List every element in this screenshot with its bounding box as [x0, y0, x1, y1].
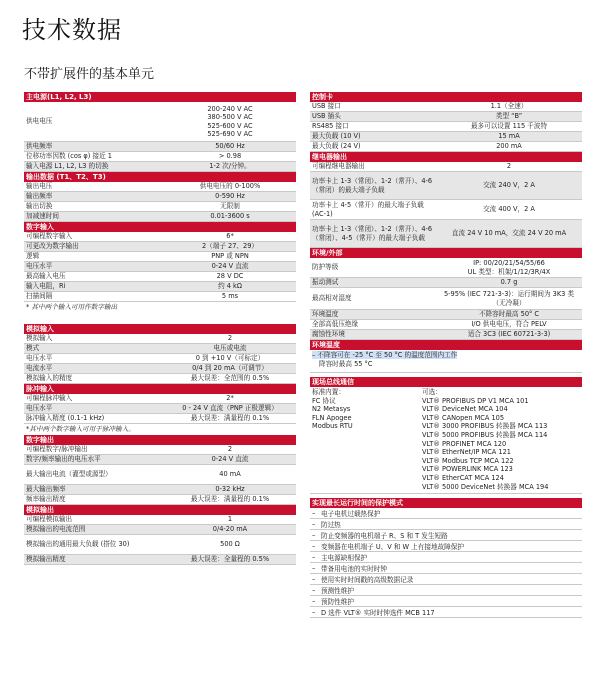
row-value: > 0.98 [218, 152, 242, 161]
row-value: 28 V DC [216, 272, 244, 281]
table-row [310, 288, 582, 310]
row-value: 2 [227, 445, 233, 454]
row-label: 输入电源 L1, L2, L3 的切换 [26, 162, 109, 171]
list-item: VLT® DeviceNet MCA 104 [422, 405, 508, 414]
table-row [24, 374, 296, 384]
row-label: 电压水平 [26, 262, 53, 271]
section-header-analog-output: 模拟输出 [24, 505, 296, 515]
right-column [310, 92, 582, 618]
fieldbus-optional-list [422, 388, 582, 491]
row-label: 供电电压 [26, 117, 53, 126]
ambient-line: 降容时最高 55 °C [319, 360, 373, 368]
table-row [310, 142, 582, 152]
list-item: VLT® CANopen MCA 105 [422, 413, 505, 422]
list-item-text: 主电源缺相保护 [321, 554, 368, 563]
row-label: 振动测试 [312, 278, 339, 287]
dash-glyph: – [312, 597, 316, 606]
footnote: *其中两个数字输入可用于脉冲输入。 [26, 425, 135, 433]
row-value: 1 [227, 515, 233, 524]
section-header-protection: 实现最长运行时间的保护模式 [310, 498, 582, 508]
row-value: 最大误差：满量程的 0.1% [190, 414, 270, 423]
table-row [24, 364, 296, 374]
row-value: 最大误差：满量程的 0.1% [190, 495, 270, 504]
row-label: 输出频率 [26, 192, 53, 201]
row-value: 0/4 到 20 mA（可调节） [192, 364, 268, 373]
list-item: VLT® EtherNet/IP MCA 121 [422, 448, 511, 457]
row-label: 最高相对湿度 [312, 294, 352, 303]
list-item-text: 带备用电池的实时时钟 [321, 565, 387, 574]
table-row [310, 330, 582, 340]
row-value: 交流 400 V，2 A [483, 205, 535, 214]
section-header-ambient-temperature: 环境温度 [310, 340, 582, 350]
table-row [24, 465, 296, 485]
table-row [24, 252, 296, 262]
dash-glyph: – [312, 531, 316, 540]
table-row [24, 282, 296, 292]
row-value: 无限制 [220, 202, 240, 211]
page-subtitle: 不带扩展件的基本单元 [24, 67, 155, 82]
table-row [310, 258, 582, 278]
row-label: 环境温度 [312, 310, 339, 319]
list-item-text: 预防性维护 [321, 598, 354, 607]
table-row [24, 162, 296, 172]
list-item: VLT® 5000 PROFIBUS 转换器 MCA 114 [422, 430, 548, 439]
section-header-environment: 环境/外部 [310, 248, 582, 258]
list-item [310, 552, 582, 563]
ambient-line-highlighted: – 不降容可在 -25 °C 至 50 °C 的温度范围内工作 [312, 351, 458, 359]
row-label: 可更改为数字输出 [26, 242, 79, 251]
row-value: 最大误差：全范围的 0.5% [190, 374, 270, 383]
table-row [24, 354, 296, 364]
dash-glyph: – [312, 575, 316, 584]
row-label: 加减速时间 [26, 212, 59, 221]
list-item: N2 Metasys [312, 405, 351, 414]
row-value: 0-590 Hz [215, 192, 245, 201]
row-label: 频率输出精度 [26, 495, 66, 504]
row-value: 200-240 V AC 380-500 V AC 525-600 V AC 525-690 V AC [207, 104, 253, 138]
list-item-text: D 选件 VLT® 实时时钟选件 MCB 117 [321, 609, 435, 618]
row-label: 电压水平 [26, 404, 53, 413]
list-item: Modbus RTU [312, 422, 353, 431]
list-item: 可选： [422, 388, 442, 396]
table-row [24, 394, 296, 404]
row-label: 模式 [26, 344, 40, 353]
row-label: 扫描间隔 [26, 292, 53, 301]
table-row [24, 212, 296, 222]
table-row [24, 202, 296, 212]
table-row [310, 320, 582, 330]
row-value: 最大误差：全量程的 0.5% [190, 555, 270, 564]
row-label: 数字/频率输出的电压水平 [26, 455, 101, 464]
row-label: 防护等级 [312, 263, 339, 272]
list-item-text: 变频器在电机端子 U、V 和 W 上有接地故障保护 [321, 543, 464, 552]
table-row [24, 142, 296, 152]
section-header-digital-outputs: 数字输出 [24, 435, 296, 445]
row-label: 输入电阻，Ri [26, 282, 66, 291]
row-value: 最多可以设置 115 千波特 [470, 122, 548, 131]
list-item-text: 防止变频器的电机端子 R、S 和 T 发生短路 [321, 532, 448, 541]
row-value: 2（端子 27、29） [201, 242, 259, 251]
list-item: 标准内置： [312, 388, 345, 396]
row-value: 类型 “B” [495, 112, 523, 121]
left-column [24, 92, 296, 565]
row-value: 1-2 次/分钟。 [209, 162, 251, 171]
row-value: 5-95% (IEC 721-3-3)：运行期间为 3K3 类（无冷凝） [443, 290, 575, 307]
table-row [24, 242, 296, 252]
row-label: 模拟输出精度 [26, 555, 66, 564]
table-row [24, 495, 296, 505]
row-value: 0-24 V 直流 [211, 455, 249, 464]
row-value: 不降容时最高 50° C [478, 310, 540, 319]
dash-glyph: – [312, 586, 316, 595]
row-label: USB 接口 [312, 102, 341, 111]
row-label: 逻辑 [26, 252, 40, 261]
table-row [310, 278, 582, 288]
row-value: 6* [226, 232, 234, 241]
list-item: VLT® Modbus TCP MCA 122 [422, 456, 514, 465]
row-label: 脉冲输入精度 (0.1-1 kHz) [26, 414, 105, 423]
row-value: 5 ms [221, 292, 239, 301]
row-label: 最大负载 (24 V) [312, 142, 361, 151]
list-item-text: 预测性维护 [321, 587, 354, 596]
section-header-control-card: 控制卡 [310, 92, 582, 102]
section-header-relay-outputs: 继电器输出 [310, 152, 582, 162]
row-label: 输出切换 [26, 202, 53, 211]
section-header-analog-inputs: 模拟输入 [24, 324, 296, 334]
table-row [24, 515, 296, 525]
row-value: 2 [506, 162, 512, 171]
row-value: PNP 或 NPN [211, 252, 249, 261]
section-header-output-data: 输出数据 (T1、T2、T3) [24, 172, 296, 182]
list-item [310, 530, 582, 541]
row-value: IP: 00/20/21/54/55/66 UL 类型：机架/1/12/3R/4X [467, 259, 551, 276]
row-label: 最大负载 (10 V) [312, 132, 361, 141]
table-row [310, 310, 582, 320]
row-value: 0.01-3600 s [210, 212, 250, 221]
table-row [24, 404, 296, 414]
row-value: 供电电压的 0-100% [199, 182, 261, 191]
list-item: VLT® 3000 PROFIBUS 转换器 MCA 113 [422, 422, 548, 431]
row-label: 模拟输出的通用最大负载 (搭位 30) [26, 540, 130, 549]
list-item [310, 596, 582, 607]
table-row [24, 485, 296, 495]
list-item [310, 519, 582, 530]
row-value: 0.7 g [500, 278, 518, 287]
table-row [310, 102, 582, 112]
row-value: 500 Ω [220, 540, 240, 549]
list-item [310, 607, 582, 618]
row-value: 0 - 24 V 直流（PNP 正极逻辑） [182, 404, 278, 413]
table-row [24, 455, 296, 465]
table-row [24, 525, 296, 535]
row-label: 模拟输出的电流范围 [26, 525, 86, 534]
row-label: 模拟输入 [26, 334, 53, 343]
row-label: USB 插头 [312, 112, 341, 121]
table-row [24, 272, 296, 282]
row-value: 直流 24 V 10 mA，交流 24 V 20 mA [451, 229, 567, 238]
table-row [24, 152, 296, 162]
row-label: 功率卡上 4-5（常开）的最大端子负载 (AC-1) [312, 201, 424, 218]
list-item: FC 协议 [312, 396, 336, 405]
section-header-fieldbus: 现场总线通信 [310, 377, 582, 387]
table-row [310, 220, 582, 248]
row-label: 腐蚀性环境 [312, 330, 345, 339]
page-title: 技术数据 [22, 16, 122, 44]
table-row [24, 292, 296, 302]
row-label: 功率卡上 1-3（常闭）、1-2（常开）、4-6（常闭）的最大端子负载 [312, 177, 433, 194]
row-label: 功率卡上 1-3（常闭）、1-2（常开）、4-6（常闭）、4-5（常开）的最大端子负载 [312, 225, 433, 242]
row-value: 40 mA [219, 470, 241, 479]
row-label: 可编程脉冲输入 [26, 394, 73, 403]
row-label: 最高输入电压 [26, 272, 66, 281]
dash-glyph: – [312, 509, 316, 518]
table-row [24, 445, 296, 455]
row-label: 电流水平 [26, 364, 53, 373]
row-value: 2* [226, 394, 234, 403]
row-label: 输出电压 [26, 182, 53, 191]
row-value: 适合 3C3 (IEC 60721-3-3) [467, 330, 551, 339]
row-value: 电压或电流 [213, 344, 247, 353]
list-item: VLT® POWERLINK MCA 123 [422, 465, 513, 474]
row-label: 可编程数字/脉冲输出 [26, 445, 88, 454]
table-row [24, 262, 296, 272]
list-item [310, 541, 582, 552]
dash-glyph: – [312, 542, 316, 551]
list-item [310, 585, 582, 596]
table-row [24, 535, 296, 555]
list-item-text: 使用实时时间戳的高级数据记录 [321, 576, 414, 585]
table-row [310, 172, 582, 200]
table-row [310, 112, 582, 122]
row-value: 约 4 kΩ [218, 282, 242, 291]
table-row [24, 414, 296, 424]
dash-glyph: – [312, 608, 316, 617]
ambient-line [312, 351, 582, 360]
list-item: VLT® 5000 DeviceNet 转换器 MCA 194 [422, 482, 549, 491]
list-item-text: 电子电机过载热保护 [321, 510, 381, 519]
fieldbus-table [310, 387, 582, 494]
table-row [310, 122, 582, 132]
row-label: 最大输出电流（灌型或源型） [26, 470, 112, 479]
dash-glyph: – [312, 564, 316, 573]
row-label: RS485 接口 [312, 122, 349, 131]
row-value: 15 mA [498, 132, 520, 141]
table-row [24, 182, 296, 192]
row-label: 可编程数字输入 [26, 232, 73, 241]
row-value: 0 到 +10 V（可标定） [195, 354, 265, 363]
list-item [310, 563, 582, 574]
row-label: 位移功率因数 (cos φ) 接近 1 [26, 152, 112, 161]
list-item [310, 574, 582, 585]
list-item: FLN Apogee [312, 413, 352, 422]
row-value: 2 [227, 334, 233, 343]
row-label: 可编程继电器输出 [312, 162, 365, 171]
row-value: 0-24 V 直流 [211, 262, 249, 271]
dash-glyph: – [312, 553, 316, 562]
row-label: 最大输出频率 [26, 485, 66, 494]
table-row [24, 334, 296, 344]
table-row [310, 200, 582, 220]
row-label: 电压水平 [26, 354, 53, 363]
dash-glyph: – [312, 520, 316, 529]
list-item-text: 防过热 [321, 521, 341, 530]
row-label: 供电频率 [26, 142, 53, 151]
list-item [310, 508, 582, 519]
footnote: * 其中两个输入可用作数字输出 [26, 303, 118, 311]
table-row [310, 132, 582, 142]
ambient-temperature-text [310, 350, 582, 373]
section-header-main-supply: 主电源(L1, L2, L3) [24, 92, 296, 102]
list-item: VLT® EtherCAT MCA 124 [422, 473, 504, 482]
table-row [24, 555, 296, 565]
fieldbus-standard-list [310, 388, 422, 491]
row-label: 全部高低压绝缘 [312, 320, 359, 329]
table-row [310, 162, 582, 172]
table-row [24, 344, 296, 354]
table-row [24, 192, 296, 202]
section-header-pulse-inputs: 脉冲输入 [24, 384, 296, 394]
row-value: 交流 240 V，2 A [483, 181, 535, 190]
row-value: I/O 供电电压，符合 PELV [471, 320, 547, 329]
row-value: 0/4-20 mA [212, 525, 248, 534]
row-value: 0-32 kHz [215, 485, 245, 494]
row-label: 可编程模拟输出 [26, 515, 73, 524]
row-value: 200 mA [496, 142, 522, 151]
row-label: 模拟输入的精度 [26, 374, 73, 383]
list-item: VLT® PROFIBUS DP V1 MCA 101 [422, 396, 529, 405]
table-row [24, 102, 296, 142]
list-item: VLT® PROFINET MCA 120 [422, 439, 507, 448]
section-header-digital-inputs: 数字输入 [24, 222, 296, 232]
table-row [24, 232, 296, 242]
row-value: 50/60 Hz [215, 142, 245, 151]
row-value: 1.1（全速） [490, 102, 528, 111]
